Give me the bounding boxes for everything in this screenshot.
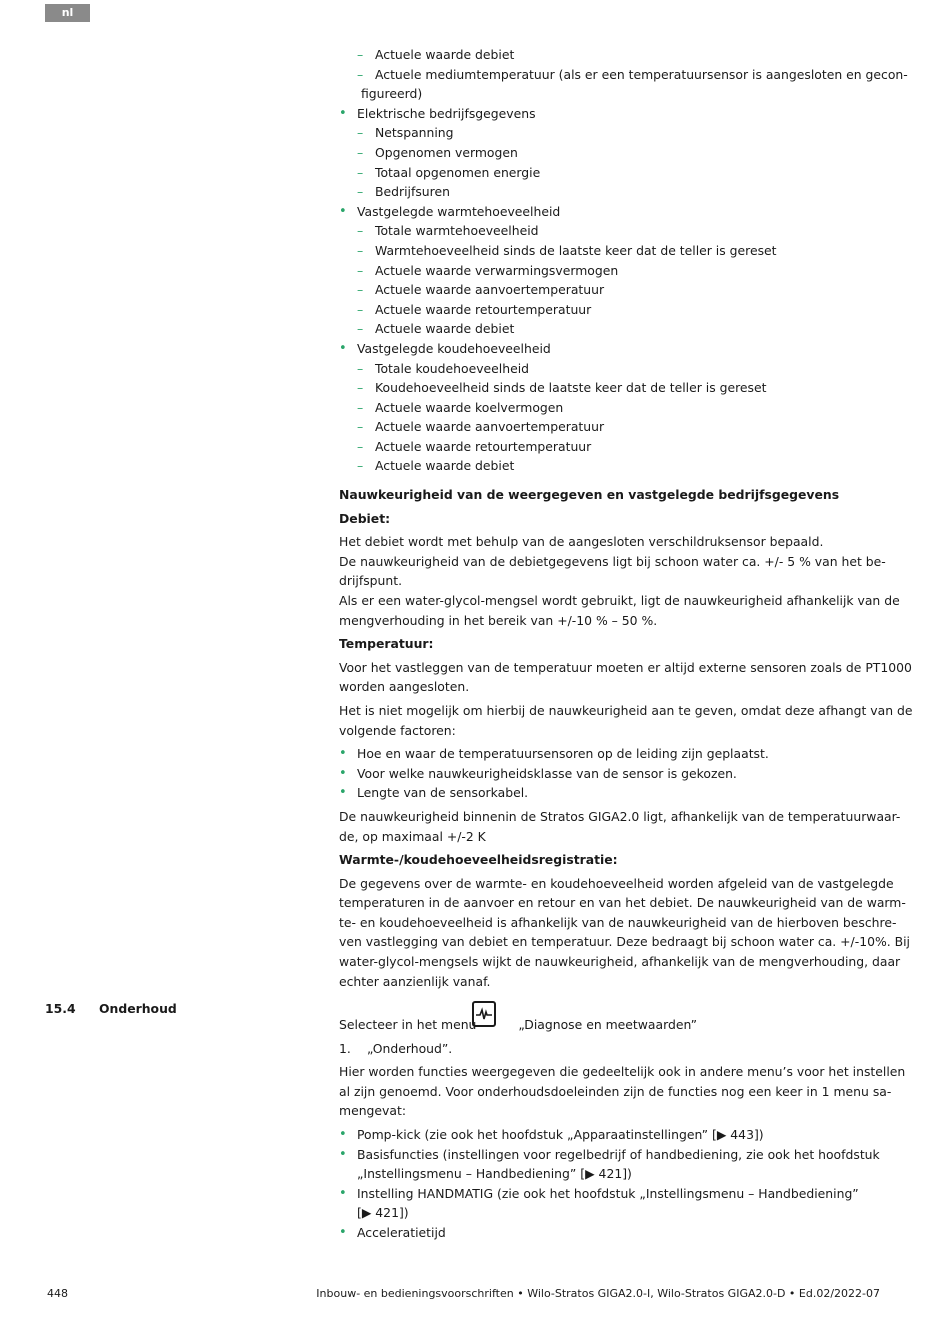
temperatuur-label: Temperatuur: xyxy=(339,636,434,652)
accuracy-section xyxy=(339,485,913,991)
bullet-icon: • xyxy=(339,1185,347,1201)
text-line: volgende factoren: xyxy=(339,722,456,738)
temperature-factor-list xyxy=(339,744,884,803)
bullet-icon: • xyxy=(339,340,347,356)
sub-list-item: – Netspanning xyxy=(339,123,884,143)
dash-icon: – xyxy=(357,242,364,258)
bullet-icon: • xyxy=(339,203,347,219)
sub-list-item: figureerd) xyxy=(361,86,423,102)
dash-icon: – xyxy=(357,184,364,200)
dash-icon: – xyxy=(357,282,364,298)
bullet-icon: • xyxy=(339,765,347,781)
text-line: temperaturen in de aanvoer en retour en van het debiet. De nauwkeurigheid van de warm- xyxy=(339,895,906,911)
dash-icon: – xyxy=(357,458,364,474)
dash-icon: – xyxy=(357,164,364,180)
section-number: 15.4 xyxy=(45,1001,76,1016)
list-item: • Vastgelegde koudehoeveelheid xyxy=(339,339,884,359)
debiet-paragraph xyxy=(339,532,900,630)
dash-icon: – xyxy=(357,262,364,278)
text-line: Voor het vastleggen van de temperatuur moeten er altijd externe sensoren zoals de PT1000 xyxy=(339,659,912,675)
list-item: • Voor welke nauwkeurigheidsklasse van de sensor is gekozen. xyxy=(339,764,884,784)
sub-list-item: – Actuele waarde debiet xyxy=(339,45,884,65)
text-line: De gegevens over de warmte- en koudehoeveelheid worden afgeleid van de vastgelegde xyxy=(339,875,894,891)
dash-icon: – xyxy=(357,144,364,160)
text-line: mengevat: xyxy=(339,1103,406,1119)
step-number: 1. xyxy=(339,1040,351,1056)
sub-list-item: – Actuele waarde koelvermogen xyxy=(339,398,884,418)
sub-list-item: – Totaal opgenomen energie xyxy=(339,163,884,183)
bullet-icon: • xyxy=(339,1126,347,1142)
temperature-paragraph-1 xyxy=(339,658,912,697)
text-line: te- en koudehoeveelheid is afhankelijk van de nauwkeurigheid van de hierboven beschre- xyxy=(339,914,897,930)
text-line: Hier worden functies weergegeven die gedeeltelijk ook in andere menu’s voor het instellen xyxy=(339,1064,906,1080)
text-line: mengverhouding in het bereik van +/-10 % – 50 %. xyxy=(339,612,658,628)
sub-list-item: – Totale koudehoeveelheid xyxy=(339,359,884,379)
dash-icon: – xyxy=(357,301,364,317)
text-line: De nauwkeurigheid binnenin de Stratos GIGA2.0 ligt, afhankelijk van de temperatuurwaar- xyxy=(339,808,901,824)
dash-icon: – xyxy=(357,47,364,62)
dash-icon: – xyxy=(357,438,364,454)
registratie-paragraph xyxy=(339,874,910,992)
temperature-paragraph-3 xyxy=(339,807,901,846)
text-line: drijfspunt. xyxy=(339,573,403,589)
dash-icon: – xyxy=(357,66,364,82)
text-line: water-glycol-mengsels wijkt de nauwkeurigheid, afhankelijk van de mengverhouding, daar xyxy=(339,954,901,970)
maintenance-intro xyxy=(339,1062,906,1121)
text-line: worden aangesloten. xyxy=(339,679,470,695)
bullet-icon: • xyxy=(339,105,347,121)
sub-list-item: – Actuele waarde debiet xyxy=(339,456,884,476)
text-line: echter aanzienlijk vanaf. xyxy=(339,973,491,989)
dash-icon: – xyxy=(357,125,364,141)
registratie-label: Warmte-/koudehoeveelheidsregistratie: xyxy=(339,852,618,868)
debiet-label: Debiet: xyxy=(339,510,391,526)
sub-list-item: – Koudehoeveelheid sinds de laatste keer dat de teller is gereset xyxy=(339,378,884,398)
sub-list-item: – Actuele mediumtemperatuur (als er een temperatuursensor is aangesloten en gecon- xyxy=(339,65,884,85)
sub-list-item: – Actuele waarde aanvoertemperatuur xyxy=(339,417,884,437)
step-1: 1. „Onderhoud”. xyxy=(339,1039,884,1059)
sub-list-item: – Opgenomen vermogen xyxy=(339,143,884,163)
text-line: Het debiet wordt met behulp van de aangesloten verschildruksensor bepaald. xyxy=(339,534,824,550)
maintenance-function-list xyxy=(339,1125,884,1243)
text-line: al zijn genoemd. Voor onderhoudsdoeleinden zijn de functies nog een keer in 1 menu sa- xyxy=(339,1083,892,1099)
dash-icon: – xyxy=(357,419,364,435)
dash-icon: – xyxy=(357,321,364,337)
text-line: Als er een water-glycol-mengsel wordt gebruikt, ligt de nauwkeurigheid afhankelijk van de xyxy=(339,592,900,608)
text-line: Het is niet mogelijk om hierbij de nauwkeurigheid aan te geven, omdat deze afhangt van de xyxy=(339,702,913,718)
sub-list-item: – Actuele waarde verwarmingsvermogen xyxy=(339,261,884,281)
list-item: • Lengte van de sensorkabel. xyxy=(339,783,884,803)
list-item: • Vastgelegde warmtehoeveelheid xyxy=(339,202,884,222)
sub-list-item: – Actuele waarde aanvoertemperatuur xyxy=(339,280,884,300)
text-line: De nauwkeurigheid van de debietgegevens ligt bij schoon water ca. +/- 5 % van het be- xyxy=(339,553,886,569)
document-footer: Inbouw- en bedieningsvoorschriften • Wilo-Stratos GIGA2.0-I, Wilo-Stratos GIGA2.0-D • Ed.02/2022-07 xyxy=(316,1287,880,1300)
list-item-continuation: „Instellingsmenu – Handbediening” [▶ 421]) xyxy=(357,1166,632,1182)
temperature-paragraph-2 xyxy=(339,701,913,740)
bullet-icon: • xyxy=(339,1224,347,1240)
sub-list-item: – Bedrijfsuren xyxy=(339,182,884,202)
list-item-continuation: [▶ 421]) xyxy=(357,1205,409,1221)
operating-data-list xyxy=(339,45,908,476)
sub-list-item: – Totale warmtehoeveelheid xyxy=(339,221,884,241)
list-item: • Pomp-kick (zie ook het hoofdstuk „Apparaatinstellingen” [▶ 443]) xyxy=(339,1125,884,1145)
bullet-icon: • xyxy=(339,746,347,762)
sub-list-item: – Actuele waarde retourtemperatuur xyxy=(339,437,884,457)
list-item: • Acceleratietijd xyxy=(339,1223,884,1243)
page-number: 448 xyxy=(47,1287,68,1300)
list-item: • Elektrische bedrijfsgegevens xyxy=(339,104,884,124)
maintenance-section xyxy=(339,1015,906,1243)
sub-list-item: – Actuele waarde debiet xyxy=(339,319,884,339)
diagnose-icon xyxy=(472,1001,496,1027)
bullet-icon: • xyxy=(339,1146,347,1162)
language-tab: nl xyxy=(45,4,90,22)
text-line: ven vastlegging van debiet en temperatuur. Deze bedraagt bij schoon water ca. +/-10%. Bij xyxy=(339,934,910,950)
sub-list-item: – Actuele waarde retourtemperatuur xyxy=(339,300,884,320)
list-item: • Hoe en waar de temperatuursensoren op de leiding zijn geplaatst. xyxy=(339,744,884,764)
accuracy-heading: Nauwkeurigheid van de weergegeven en vastgelegde bedrijfsgegevens xyxy=(339,487,840,502)
dash-icon: – xyxy=(357,380,364,396)
bullet-icon: • xyxy=(339,785,347,801)
text-line: de, op maximaal +/-2 K xyxy=(339,828,486,844)
menu-instruction: Selecteer in het menu „Diagnose en meetwaarden” xyxy=(339,1017,698,1032)
sub-list-item: – Warmtehoeveelheid sinds de laatste keer dat de teller is gereset xyxy=(339,241,884,261)
dash-icon: – xyxy=(357,360,364,376)
dash-icon: – xyxy=(357,223,364,239)
list-item: • Instelling HANDMATIG (zie ook het hoofdstuk „Instellingsmenu – Handbediening” xyxy=(339,1184,884,1204)
section-title: Onderhoud xyxy=(99,1001,177,1016)
list-item: • Basisfuncties (instellingen voor regelbedrijf of handbediening, zie ook het hoofdstuk xyxy=(339,1145,884,1165)
dash-icon: – xyxy=(357,399,364,415)
